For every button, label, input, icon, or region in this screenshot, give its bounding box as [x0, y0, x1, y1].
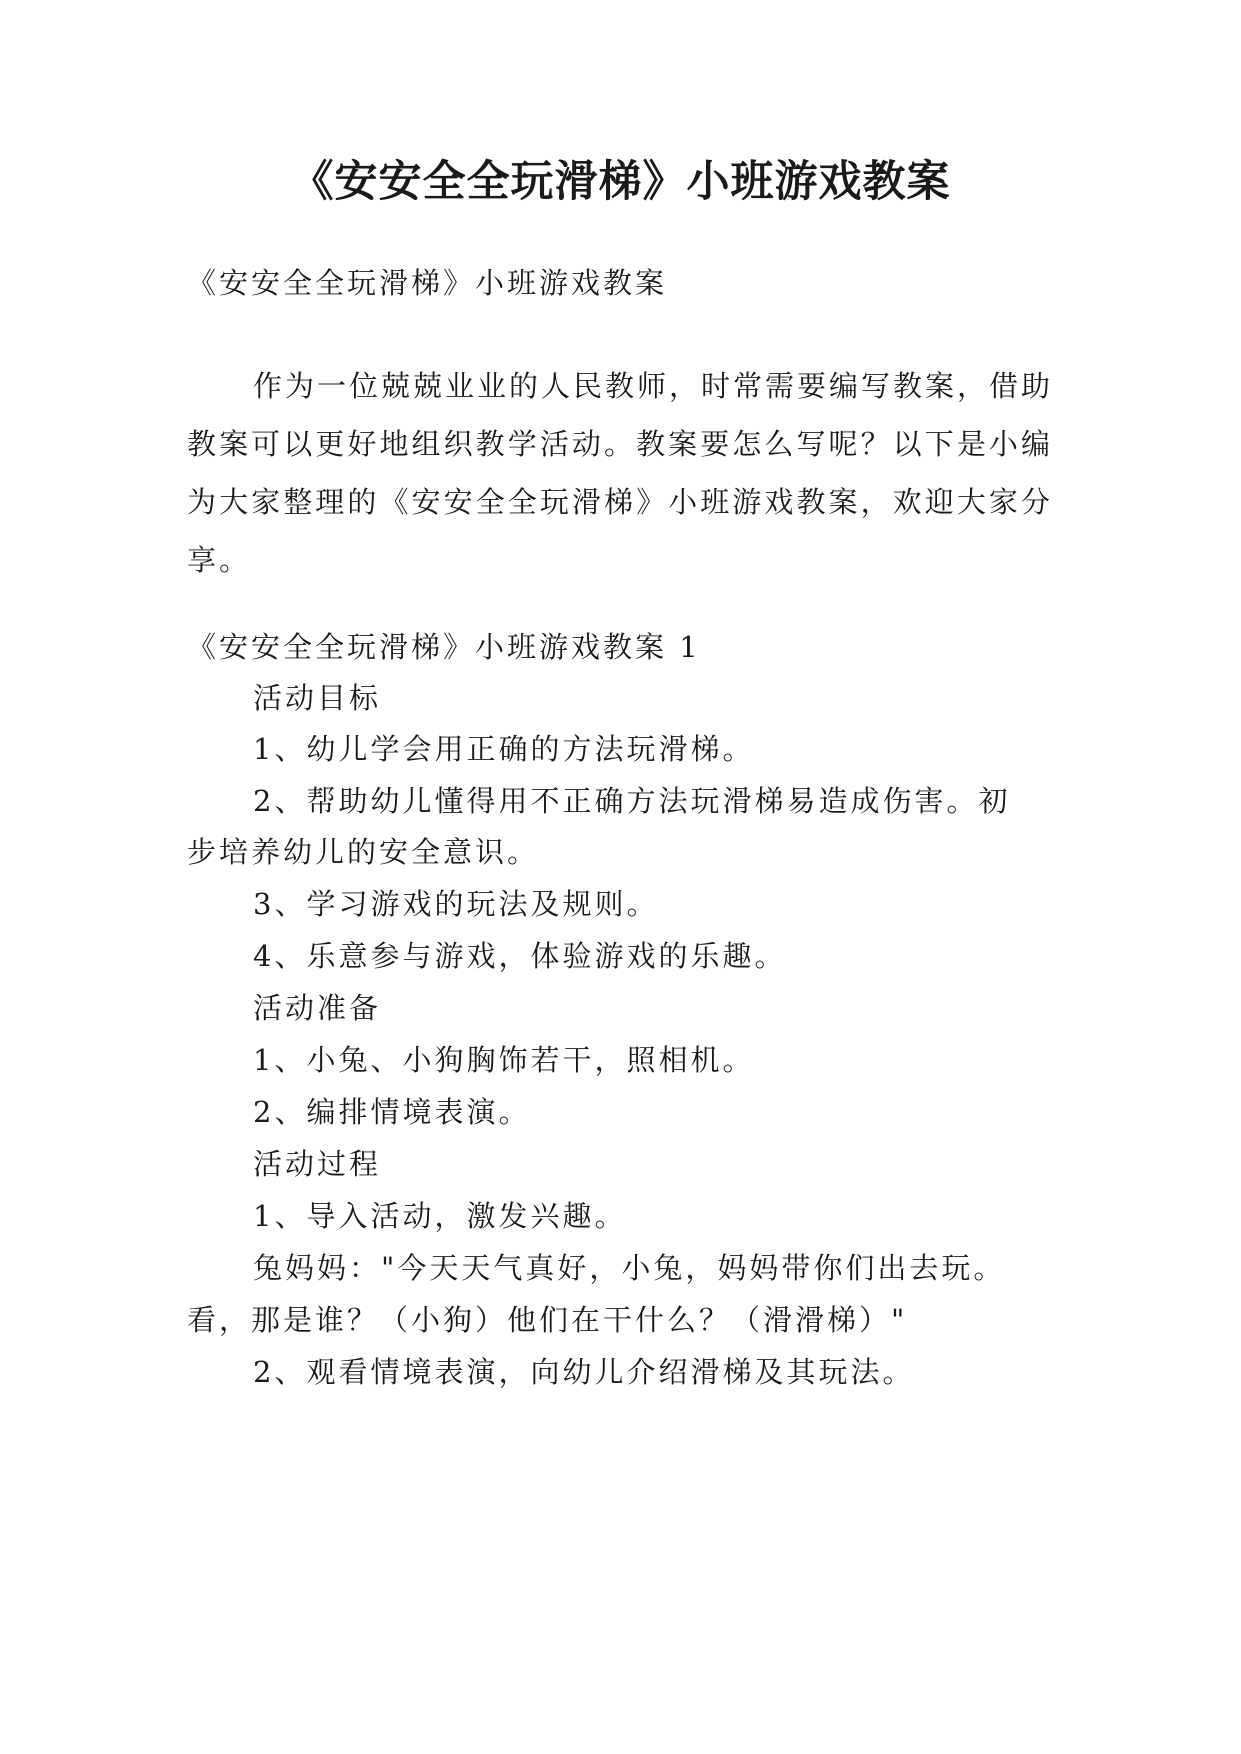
goals-heading: 活动目标 [253, 681, 382, 715]
intro-paragraph: 作为一位兢兢业业的人民教师，时常需要编写教案，借助教案可以更好地组织教学活动。教案要怎么写呢？以下是小编为大家整理的《安安全全玩滑梯》小班游戏教案，欢迎大家分享。 [187, 369, 1054, 577]
process-heading: 活动过程 [253, 1147, 382, 1181]
process-step-1: 1、导入活动，激发兴趣。 [253, 1199, 627, 1233]
goal-item-3: 3、学习游戏的玩法及规则。 [253, 887, 659, 921]
goal-item-4: 4、乐意参与游戏，体验游戏的乐趣。 [253, 939, 787, 973]
goal-item-2-line-2: 步培养幼儿的安全意识。 [187, 835, 540, 869]
section-heading: 《安安全全玩滑梯》小班游戏教案 1 [187, 630, 701, 664]
prep-item-1: 1、小兔、小狗胸饰若干，照相机。 [253, 1043, 755, 1077]
goal-item-2-line-1: 2、帮助幼儿懂得用不正确方法玩滑梯易造成伤害。初 [253, 784, 1011, 818]
document-title: 《安安全全玩滑梯》小班游戏教案 [290, 157, 951, 207]
prep-item-2: 2、编排情境表演。 [253, 1095, 531, 1129]
document-subtitle: 《安安全全玩滑梯》小班游戏教案 [187, 266, 668, 300]
document-body [187, 0, 1053, 1754]
prep-heading: 活动准备 [253, 991, 382, 1025]
dialog-line-1: 兔妈妈："今天天气真好，小兔，妈妈带你们出去玩。 [253, 1251, 1006, 1285]
process-step-2: 2、观看情境表演，向幼儿介绍滑梯及其玩法。 [253, 1355, 915, 1389]
goal-item-1: 1、幼儿学会用正确的方法玩滑梯。 [253, 732, 755, 766]
dialog-line-2: 看，那是谁？（小狗）他们在干什么？（滑滑梯）" [187, 1303, 908, 1337]
